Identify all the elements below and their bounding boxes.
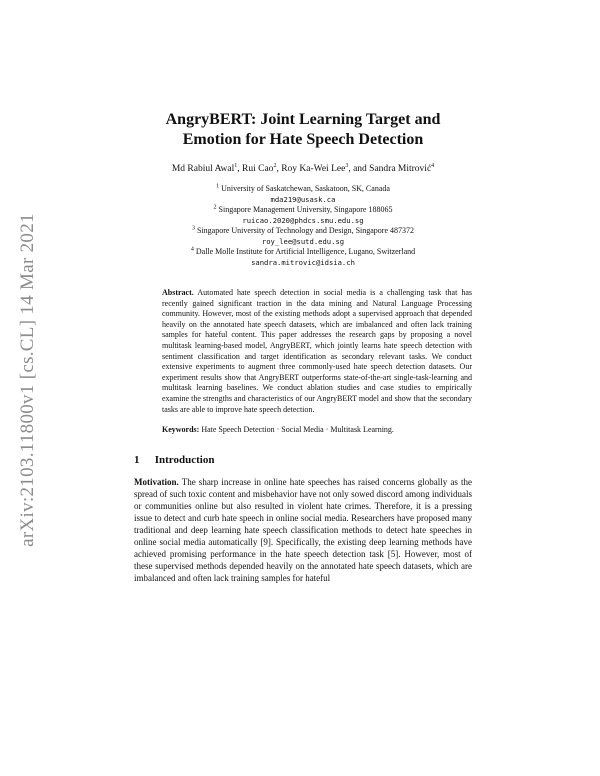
abstract — [162, 288, 472, 415]
title-line-2: Emotion for Hate Speech Detection — [182, 131, 424, 148]
affiliation: $^3$ Singapore University of Technology and Design, Singapore 487372 — [191, 225, 415, 235]
affiliation: $^4$ Dalle Molle Institute for Artificial Intelligence, Lugano, Switzerland — [190, 246, 416, 256]
affiliation: $^2$ Singapore Management University, Singapore 188065 — [213, 204, 393, 214]
section-number: 1 — [134, 453, 140, 466]
author-email: sandra.mitrovic@idsia.ch — [251, 257, 355, 267]
intro-label: Motivation. — [134, 476, 179, 487]
affiliation-list — [134, 184, 472, 268]
author-email: mda219@usask.ca — [270, 194, 336, 204]
arxiv-identifier — [14, 190, 42, 570]
author-email: ruicao.2020@phdcs.smu.edu.sg — [242, 215, 364, 225]
author: Roy Ka-Wei Lee$^3$, and — [281, 162, 370, 174]
author: Md Rabiul Awal$^1$, — [171, 162, 243, 174]
keywords-label: Keywords: — [162, 425, 200, 435]
keywords — [162, 425, 472, 436]
section-heading — [134, 454, 472, 466]
author-list — [134, 164, 472, 174]
abstract-label: Abstract. — [162, 288, 194, 297]
section-title: Introduction — [154, 453, 215, 466]
keywords-text: Hate Speech Detection · Social Media · Multitask Learning. — [201, 425, 394, 435]
title-line-1: AngryBERT: Joint Learning Target and — [165, 111, 441, 128]
arxiv-identifier-text: arXiv:2103.11800v1 [cs.CL] 14 Mar 2021 — [17, 213, 38, 547]
author: Sandra Mitrović$^4$ — [369, 162, 435, 174]
paper-page — [134, 0, 472, 584]
paper-title — [134, 110, 472, 150]
abstract-text: Automated hate speech detection in social media is a challenging task that has recently gained significant traction in the data mining and Natural Language Processing community. However, most of the existing methods adopt a supervised approach that depended heavily on the annotated hate speech datasets, which are imbalanced and often lack training samples for hateful content. This paper addresses the research gaps by proposing a novel multitask learning-based model, AngryBERT, which jointly learns hate speech detection with sentiment classification and target identification as secondary relevant tasks. We conduct extensive experiments to augment three commonly-used hate speech detection datasets. Our experiment results show that AngryBERT outperforms state-of-the-art single-task-learning and multitask learning baselines. We conduct ablation studies and case studies to empirically examine the strengths and characteristics of our AngryBERT model and show that the secondary tasks are able to improve hate speech detection. — [162, 288, 473, 414]
author-email: roy_lee@sutd.edu.sg — [261, 236, 345, 246]
affiliation: $^1$ University of Saskatchewan, Saskatoon, SK, Canada — [216, 183, 390, 193]
intro-text: The sharp increase in online hate speeches has raised concerns globally as the spread of such toxic content and misbehavior have not only sowed discord among individuals or communities online but also resulted in violent hate crimes. Therefore, it is a pressing issue to detect and curb hate speech in online social media. Researchers have proposed many traditional and deep learning hate speech classification methods to detect hate speeches in online social media automatically [9]. Specifically, the existing deep learning methods have achieved promising performance in the hate speech detection task [5]. However, most of these supervised methods depended heavily on the annotated hate speech datasets, which are imbalanced and often lack training samples for hateful — [134, 476, 472, 583]
author: Rui Cao$^2$, — [242, 162, 282, 174]
intro-paragraph — [134, 476, 472, 584]
